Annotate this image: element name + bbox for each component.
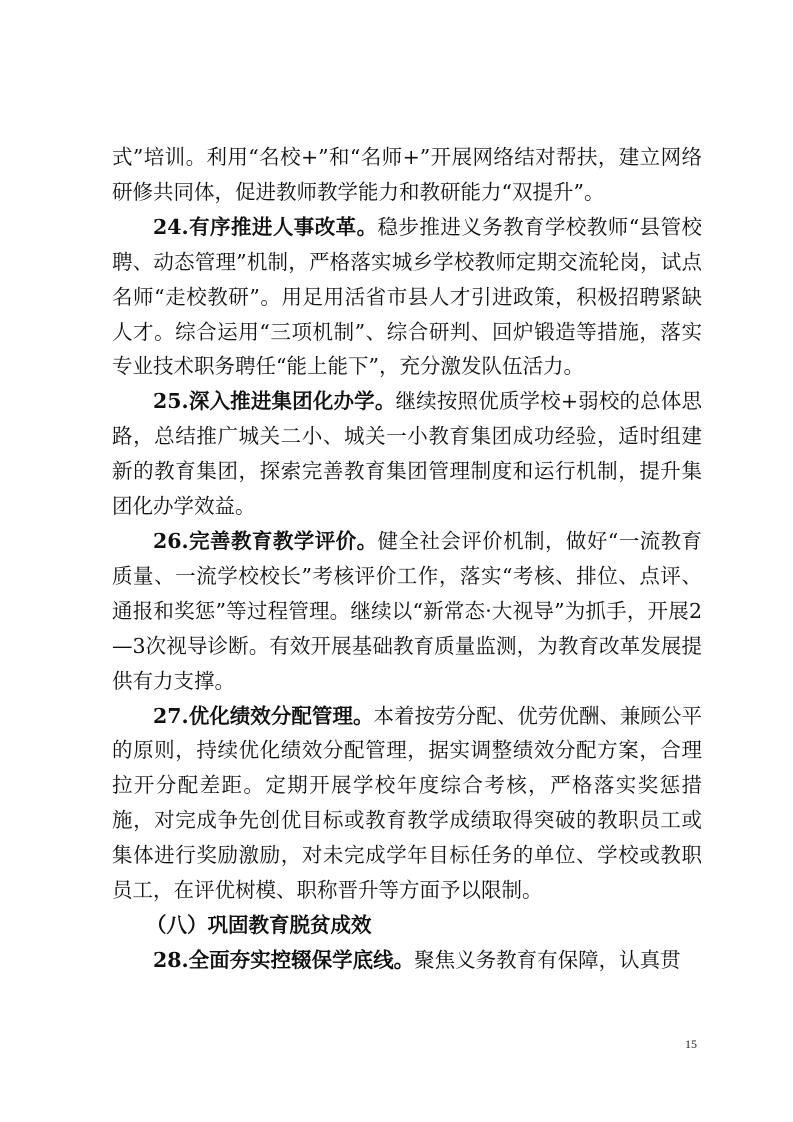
- paragraph-text: 本着按劳分配、优劳优酬、兼顾公平的原则，持续优化绩效分配管理，据实调整绩效分配方案，合理拉开分配差距。定期开展学校年度综合考核，严格落实奖惩措施，对完成争先创优目标或教育教学成绩取得突破的教职员工或集体进行奖励激励，对未完成学年目标任务的单位、学校或教职员工，在评优树模、职称晋升等方面予以限制。: [112, 703, 702, 903]
- paragraph-24: [112, 210, 702, 385]
- paragraph-text: 健全社会评价机制，做好“一流教育质量、一流学校校长”考核评价工作，落实“考核、排位、点评、通报和奖惩”等过程管理。继续以“新常态·大视导”为抓手，开展2—3次视导诊断。有效开展基础教育质量监测，为教育改革发展提供有力支撑。: [112, 528, 703, 693]
- paragraph-lead: 25.深入推进集团化办学。: [153, 389, 396, 414]
- section-heading: （八）巩固教育脱贫成效: [146, 912, 372, 937]
- paragraph-lead: 26.完善教育教学评价。: [153, 528, 378, 553]
- paragraph-continuation: [112, 140, 702, 210]
- paragraph-lead: 28.全面夯实控辍保学底线。: [153, 947, 415, 972]
- page-number: 15: [685, 1037, 697, 1051]
- paragraph-28: [112, 943, 702, 978]
- paragraph-27: [112, 699, 702, 908]
- paragraph-26: [112, 524, 702, 699]
- paragraph-text: 聚焦义务教育有保障，认真贯: [414, 947, 681, 972]
- paragraph-text: 式”培训。利用“名校+”和“名师+”开展网络结对帮扶，建立网络研修共同体，促进教师教学能力和教研能力“双提升”。: [112, 145, 702, 204]
- paragraph-text: 稳步推进义务教育学校教师“县管校聘、动态管理”机制，严格落实城乡学校教师定期交流轮岗，试点名师“走校教研”。用足用活省市县人才引进政策，积极招聘紧缺人才。综合运用“三项机制”、综合研判、回炉锻造等措施，落实专业技术职务聘任“能上能下”，充分激发队伍活力。: [112, 214, 703, 379]
- paragraph-text: 继续按照优质学校+弱校的总体思路，总结推广城关二小、城关一小教育集团成功经验，适时组建新的教育集团，探索完善教育集团管理制度和运行机制，提升集团化办学效益。: [112, 389, 702, 519]
- body-text: [112, 140, 702, 978]
- paragraph-lead: 27.优化绩效分配管理。: [153, 703, 374, 728]
- paragraph-lead: 24.有序推进人事改革。: [153, 214, 378, 239]
- paragraph-25: [112, 384, 702, 524]
